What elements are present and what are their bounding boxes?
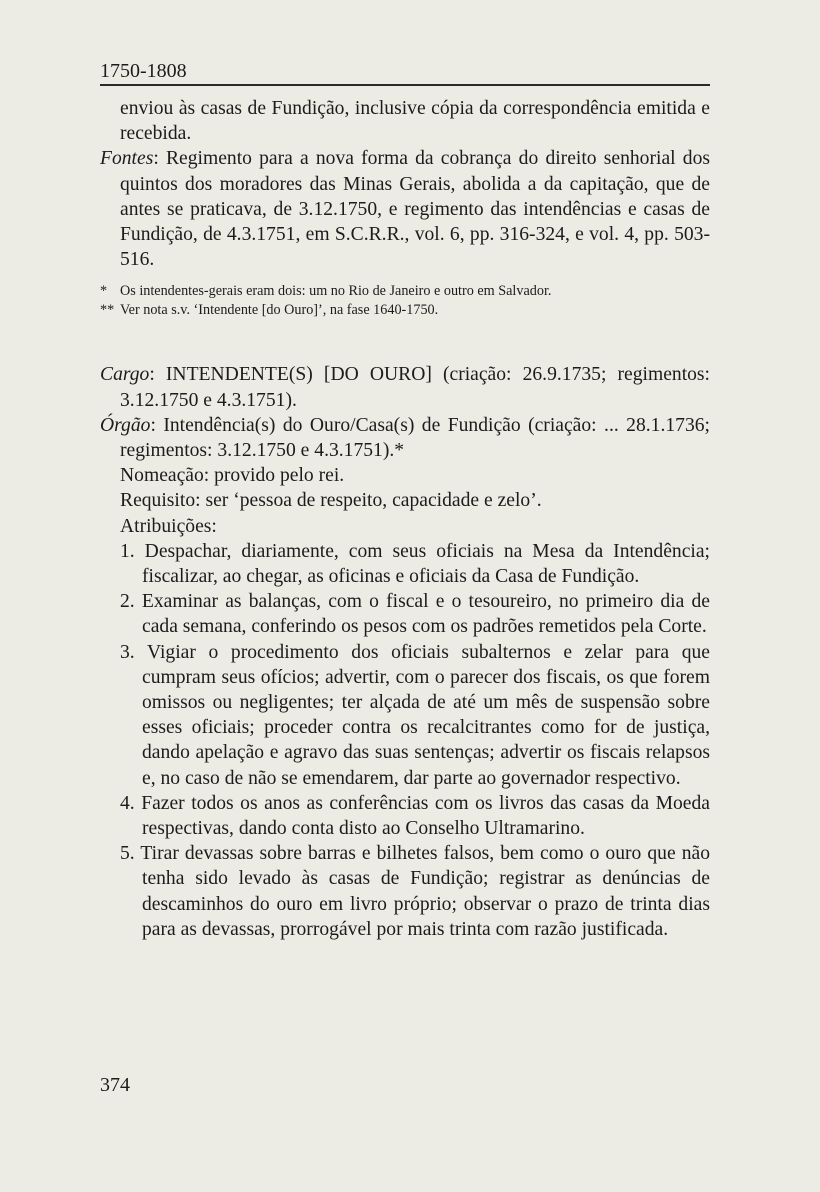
orgao-paragraph: Órgão: Intendência(s) do Ouro/Casa(s) de Fundição (criação: ... 28.1.1736; regimentos: 3.12.1750 e 4.3.1751).* (100, 414, 710, 462)
atribuicoes-label: Atribuições: (120, 515, 217, 537)
cargo-label: Cargo (100, 364, 150, 386)
atribuicao-item: 1. Despachar, diariamente, com seus oficiais na Mesa da Intendência; fiscalizar, ao chegar, as oficinas e oficiais da Casa de Fundição. (120, 540, 710, 588)
footnote-text: Ver nota s.v. ‘Intendente [do Ouro]’, na fase 1640-1750. (120, 302, 439, 319)
nomeacao-line: Nomeação: provido pelo rei. (120, 465, 345, 487)
footnotes (100, 282, 710, 320)
page-content (100, 96, 710, 942)
cargo-paragraph: Cargo: INTENDENTE(S) [DO OURO] (criação: 26.9.1735; regimentos: 3.12.1750 e 4.3.1751). (100, 364, 711, 411)
orgao-label: Órgão (100, 414, 151, 436)
running-header: 1750-1808 (100, 60, 187, 82)
footnote (100, 282, 710, 301)
footnote (100, 301, 710, 320)
fontes-paragraph: Fontes: Regimento para a nova forma da cobrança do direito senhorial dos quintos dos moradores das Minas Gerais, abolida a da capitação, que de antes se praticava, de 3.12.1750, e regimento das intendências e casas de Fundição, de 4.3.1751, em S.C.R.R., vol. 6, pp. 316-324, e vol. 4, pp. 503-516. (100, 148, 710, 271)
footnote-text: Os intendentes-gerais eram dois: um no Rio de Janeiro e outro em Salvador. (120, 283, 552, 300)
atribuicao-item: 4. Fazer todos os anos as conferências com os livros das casas da Moeda respectivas, dando conta disto ao Conselho Ultramarino. (120, 792, 710, 840)
continuation-paragraph: enviou às casas de Fundição, inclusive cópia da correspondência emitida e recebida. (120, 98, 710, 145)
fontes-label: Fontes (100, 148, 154, 170)
cargo-text: INTENDENTE(S) [DO OURO] (criação: 26.9.1735; regimentos: 3.12.1750 e 4.3.1751). (120, 364, 711, 411)
header-rule (100, 84, 710, 86)
footnote-mark: ** (100, 302, 115, 319)
atribuicao-item: 3. Vigiar o procedimento dos oficiais subalternos e zelar para que cumpram seus ofícios; advertir, com o parecer dos fiscais, os que forem omissos ou negligentes; ter alçada de até um mês de suspensão sobre esses oficiais; proceder contra os recalcitrantes como for de justiça, dando apelação e agravo das suas sentenças; advertir os fiscais relapsos e, no caso de não se emendarem, dar parte ao governador respectivo. (120, 641, 710, 789)
atribuicao-item: 2. Examinar as balanças, com o fiscal e o tesoureiro, no primeiro dia de cada semana, conferindo os pesos com os padrões remetidos pela Corte. (120, 591, 710, 638)
orgao-text: Intendência(s) do Ouro/Casa(s) de Fundição (criação: ... 28.1.1736; regimentos: 3.12.1750 e 4.3.1751).* (120, 414, 710, 462)
requisito-line: Requisito: ser ‘pessoa de respeito, capacidade e zelo’. (120, 490, 542, 512)
atribuicao-item: 5. Tirar devassas sobre barras e bilhetes falsos, bem como o ouro que não tenha sido levado às casas de Fundição; registrar as denúncias de descaminhos do ouro em livro próprio; observar o prazo de trinta dias para as devassas, prorrogável por mais trinta com razão justificada. (120, 843, 710, 940)
footnote-mark: * (100, 283, 108, 300)
page-number: 374 (100, 1074, 130, 1096)
fontes-text: Regimento para a nova forma da cobrança do direito senhorial dos quintos dos moradores das Minas Gerais, abolida a da capitação, que de antes se praticava, de 3.12.1750, e regimento das intendências e casas de Fundição, de 4.3.1751, em S.C.R.R., vol. 6, pp. 316-324, e vol. 4, pp. 503-516. (120, 148, 710, 271)
